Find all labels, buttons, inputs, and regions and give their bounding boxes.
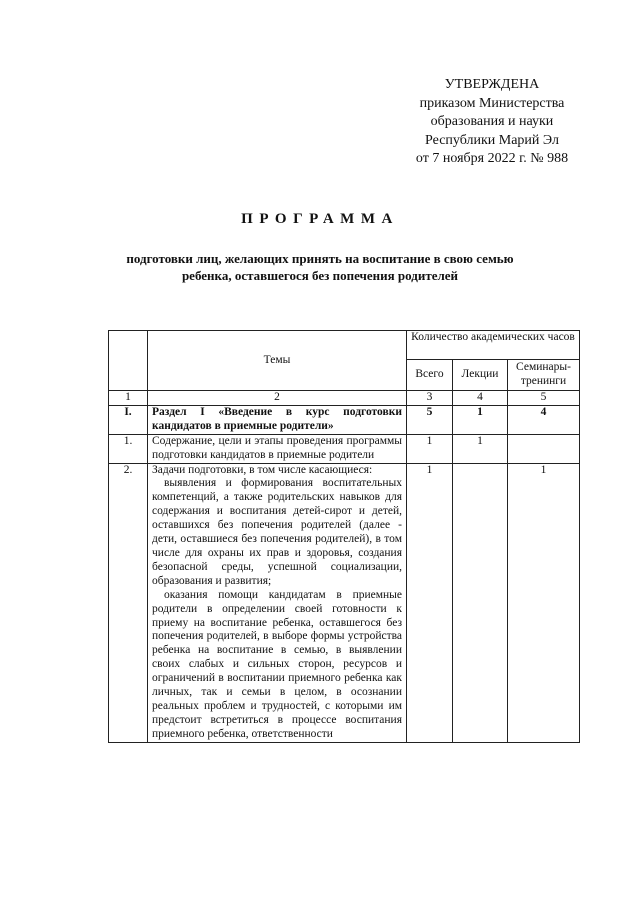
row-topic: Содержание, цели и этапы проведения программы подготовки кандидатов в приемные родители xyxy=(148,434,407,463)
hours-total: 1 xyxy=(407,434,453,463)
topic-intro: Задачи подготовки, в том числе касающиеся: xyxy=(152,463,373,476)
row-topic xyxy=(148,463,407,742)
header-hours-group: Количество академических часов xyxy=(407,331,580,360)
approval-line: Республики Марий Эл xyxy=(425,132,559,148)
approval-line: образования и науки xyxy=(430,114,554,130)
header-seminars: Семинары-тренинги xyxy=(508,360,580,391)
row-number: 1. xyxy=(109,434,148,463)
approval-stamp xyxy=(392,76,592,169)
hours-lectures: 1 xyxy=(453,434,508,463)
header-num-cell xyxy=(109,331,148,391)
table-row xyxy=(109,434,580,463)
document-subtitle xyxy=(0,250,640,284)
topic-paragraph: выявления и формирования воспитательных компетенций, а также родительских навыков для содержания и воспитания детей-сирот и детей, оставшихся без попечения родителей (далее - дети, оставшиеся без попечения родителей), в том числе для охраны их прав и здоровья, создания безопасной среды, успешной социализации, образования и развития; xyxy=(152,477,402,587)
subtitle-line: ребенка, оставшегося без попечения родителей xyxy=(181,268,459,283)
topic-paragraph: оказания помощи кандидатам в приемные родители в определении своей готовности к приему на воспитание ребенка, оставшегося без попечения родителей, в выборе формы устройства ребенка на воспитание в семью, в выявлении своих слабых и сильных сторон, ресурсов и ограничений в воспитании приемного ребенка как личных, так и семьи в целом, в осознании реальных проблем и трудностей, с которыми им предстоит встретиться в процессе воспитания приемного ребенка, ответственности xyxy=(152,588,402,740)
hours-lectures xyxy=(453,463,508,742)
hours-lectures: 1 xyxy=(453,405,508,434)
document-title: ПРОГРАММА xyxy=(241,211,399,227)
program-table xyxy=(108,330,580,743)
header-lectures: Лекции xyxy=(453,360,508,391)
column-number: 1 xyxy=(109,391,148,406)
hours-seminars: 4 xyxy=(508,405,580,434)
column-number: 4 xyxy=(453,391,508,406)
subtitle-line: подготовки лиц, желающих принять на воспитание в свою семью xyxy=(126,251,514,266)
approval-line: приказом Министерства xyxy=(419,95,565,111)
section-title: Раздел I «Введение в курс подготовки кандидатов в приемные родители» xyxy=(148,405,407,434)
approval-line: УТВЕРЖДЕНА xyxy=(444,77,540,92)
column-number-row xyxy=(109,391,580,406)
hours-seminars: 1 xyxy=(508,463,580,742)
approval-line: от 7 ноября 2022 г. № 988 xyxy=(415,151,569,167)
column-number: 5 xyxy=(508,391,580,406)
hours-total: 5 xyxy=(407,405,453,434)
row-number: 2. xyxy=(109,463,148,742)
table-row-section xyxy=(109,405,580,434)
header-total: Всего xyxy=(407,360,453,391)
table-row xyxy=(109,463,580,742)
column-number: 2 xyxy=(148,391,407,406)
row-number: I. xyxy=(109,405,148,434)
hours-total: 1 xyxy=(407,463,453,742)
hours-seminars xyxy=(508,434,580,463)
column-number: 3 xyxy=(407,391,453,406)
table-header-row xyxy=(109,331,580,360)
header-topics: Темы xyxy=(148,331,407,391)
